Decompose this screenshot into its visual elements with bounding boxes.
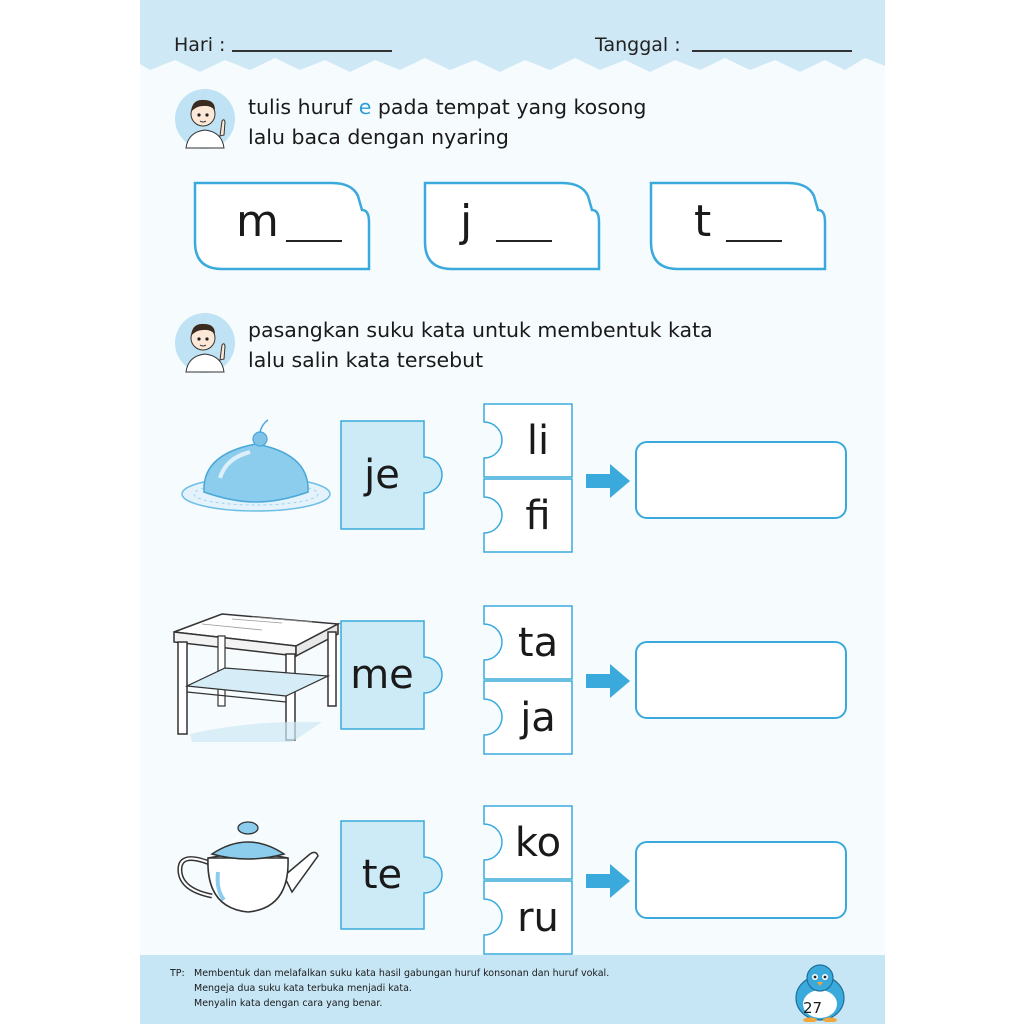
instruction-2-line2: lalu salin kata tersebut: [248, 348, 484, 372]
option-text: fi: [525, 492, 551, 539]
syllable-prefix-me: [340, 620, 450, 730]
instruction-2: [248, 315, 713, 375]
tp-line-1: Membentuk dan melafalkan suku kata hasil gabungan huruf konsonan dan huruf vokal.: [194, 968, 610, 979]
tanggal-field[interactable]: [692, 50, 852, 52]
fill-letter-box-1[interactable]: [192, 180, 372, 272]
syllable-option-ta[interactable]: [483, 605, 573, 680]
option-text: ko: [514, 819, 562, 866]
blank-line: [726, 240, 782, 242]
teapot-illustration: [172, 816, 322, 916]
syllable-option-fi[interactable]: [483, 478, 573, 553]
option-text: li: [526, 417, 550, 464]
syllable-prefix-je: [340, 420, 450, 530]
instruction-1-letter: e: [358, 95, 372, 119]
page-number: 27: [803, 999, 823, 1017]
arrow-right-icon: [586, 464, 630, 498]
syllable-option-ja[interactable]: [483, 680, 573, 755]
instruction-1-text-a: tulis huruf: [248, 95, 359, 119]
instruction-2-line1: pasangkan suku kata untuk membentuk kata: [248, 318, 713, 342]
syllable-option-ru[interactable]: [483, 880, 573, 955]
blank-line: [286, 240, 342, 242]
header-band: [140, 0, 885, 85]
tp-label: TP:: [170, 968, 185, 979]
tanggal-label: Tanggal :: [595, 34, 681, 56]
instruction-1: [248, 92, 646, 152]
option-text: ru: [517, 894, 559, 941]
letter-m: m: [236, 196, 279, 247]
arrow-right-icon: [586, 864, 630, 898]
tp-line-3: Menyalin kata dengan cara yang benar.: [194, 998, 383, 1009]
syllable-option-li[interactable]: [483, 403, 573, 478]
table-illustration: [172, 610, 342, 742]
blank-line: [496, 240, 552, 242]
option-text: ta: [517, 619, 559, 666]
answer-box-1[interactable]: [635, 441, 847, 519]
answer-box-2[interactable]: [635, 641, 847, 719]
prefix-text: je: [364, 452, 400, 498]
option-text: ja: [520, 694, 556, 741]
prefix-text: te: [361, 852, 403, 898]
hari-field[interactable]: [232, 50, 392, 52]
tp-line-2: Mengeja dua suku kata terbuka menjadi kata.: [194, 983, 412, 994]
letter-j: j: [460, 196, 473, 247]
prefix-text: me: [350, 652, 414, 698]
instruction-1-text-b: pada tempat yang kosong: [371, 95, 647, 119]
fill-letter-box-2[interactable]: [422, 180, 602, 272]
answer-box-3[interactable]: [635, 841, 847, 919]
boy-icon: [174, 88, 236, 150]
jelly-illustration: [180, 418, 332, 514]
worksheet-page: [140, 0, 885, 1024]
fill-letter-box-3[interactable]: [648, 180, 828, 272]
letter-t: t: [694, 196, 712, 247]
arrow-right-icon: [586, 664, 630, 698]
instruction-1-line2: lalu baca dengan nyaring: [248, 125, 509, 149]
syllable-prefix-te: [340, 820, 450, 930]
hari-label: Hari :: [174, 34, 226, 56]
boy-icon: [174, 312, 236, 374]
syllable-option-ko[interactable]: [483, 805, 573, 880]
